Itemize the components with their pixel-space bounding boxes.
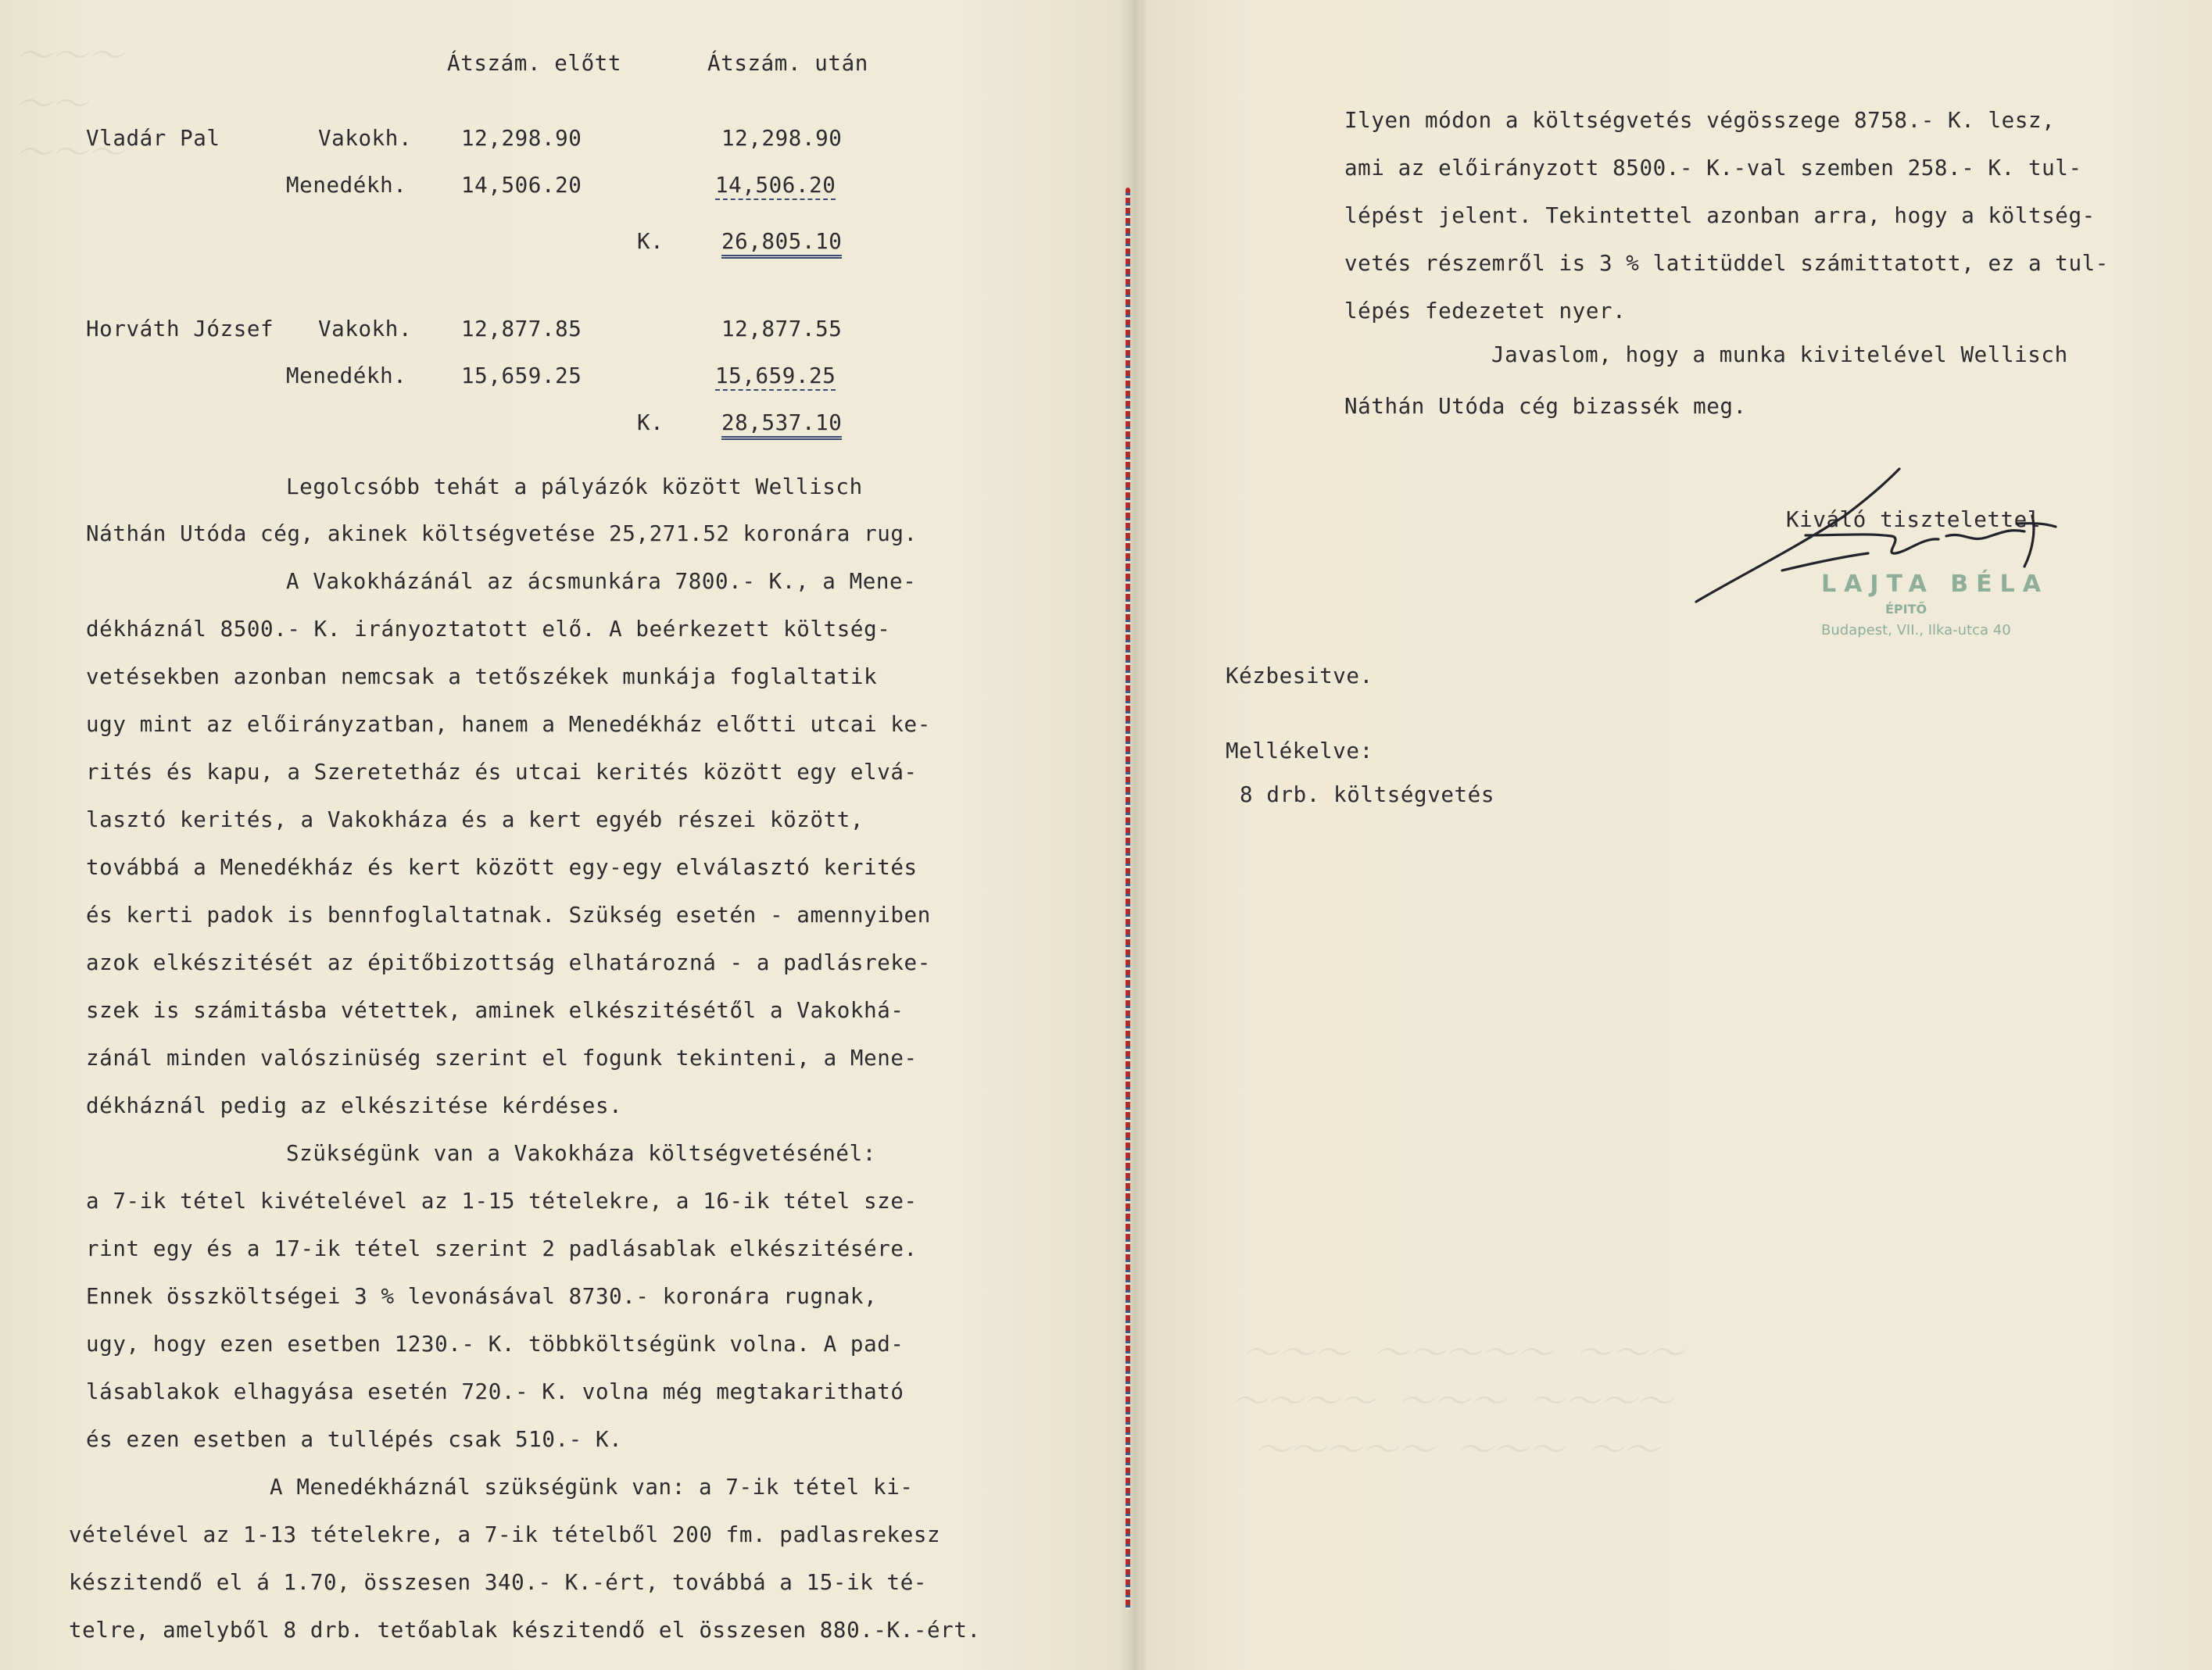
body-line: Náthán Utóda cég, akinek költségvetése 25,271.52 koronára rug. (86, 521, 918, 546)
stamp-title: ÉPITŐ (1885, 602, 1927, 617)
page-fold (1119, 0, 1147, 1670)
body-line: Javaslom, hogy a munka kivitelével Wellisch (1491, 342, 2068, 367)
body-line: Szükségünk van a Vakokháza költségvetésénél: (286, 1141, 876, 1166)
body-line: Náthán Utóda cég bizassék meg. (1344, 394, 1747, 419)
value-after: 12,877.55 (721, 316, 843, 342)
bidder-name: Horváth József (86, 316, 274, 342)
header-after: Átszám. után (707, 51, 868, 76)
body-line: szek is számitásba vétettek, aminek elkészitésétől a Vakokhá- (86, 998, 904, 1023)
body-line: rint egy és a 17-ik tétel szerint 2 padlásablak elkészitésére. (86, 1236, 918, 1261)
value-before: 12,877.85 (461, 316, 582, 342)
stamp-address: Budapest, VII., Ilka-utca 40 (1821, 622, 2011, 638)
bleed-through-left: ～～～ ～～ ～～～ (16, 34, 123, 173)
row-label: Vakokh. (318, 126, 413, 151)
body-line: a 7-ik tétel kivételével az 1-15 tételekre, a 16-ik tétel sze- (86, 1189, 918, 1214)
total-prefix: K. (637, 229, 664, 254)
body-line: ugy mint az előirányzatban, hanem a Menedékház előtti utcai ke- (86, 712, 931, 737)
body-line: Ilyen módon a költségvetés végösszege 8758.- K. lesz, (1344, 108, 2056, 133)
body-line: lásablakok elhagyása esetén 720.- K. volna még megtakaritható (86, 1379, 904, 1404)
bleed-through: ～～～ ～～～～～ ～～～ ～～～～ ～～～ ～～～～ ～～～～～ ～～～ ～～ (1230, 1332, 1684, 1471)
delivered-note: Kézbesitve. (1226, 663, 1373, 688)
body-line: azok elkészitését az épitőbizottság elhatározná - a padlásreke- (86, 950, 931, 975)
body-line: A Vakokházánál az ácsmunkára 7800.- K., a Mene- (286, 569, 917, 594)
binding-thread (1126, 188, 1130, 1610)
body-line: Legolcsóbb tehát a pályázók között Wellisch (286, 474, 863, 499)
header-before: Átszám. előtt (447, 51, 622, 76)
attached-item: 8 drb. költségvetés (1240, 782, 1494, 807)
row-label: Vakokh. (318, 316, 413, 342)
value-before: 12,298.90 (461, 126, 582, 151)
body-line: és ezen esetben a tullépés csak 510.- K. (86, 1427, 623, 1452)
total-value: 28,537.10 (721, 409, 842, 440)
value-after: 14,506.20 (715, 172, 836, 200)
value-after: 12,298.90 (721, 126, 843, 151)
body-line: vetés részemről is 3 % latitüddel számittatott, ez a tul- (1344, 251, 2109, 276)
body-line: lasztó kerités, a Vakokháza és a kert egyéb részei között, (86, 807, 864, 832)
body-line: ami az előirányzott 8500.- K.-val szemben 258.- K. tul- (1344, 156, 2082, 181)
row-label: Menedékh. (286, 363, 407, 388)
body-line: lépés fedezetet nyer. (1344, 299, 1627, 324)
value-before: 14,506.20 (461, 173, 582, 198)
body-line: dékháznál 8500.- K. irányoztatott elő. A beérkezett költség- (86, 617, 891, 642)
body-line: lépést jelent. Tekintettel azonban arra, hogy a költség- (1344, 203, 2096, 228)
closing: Kiváló tisztelettel (1786, 507, 2041, 532)
body-line: zánál minden valószinüség szerint el fogunk tekinteni, a Mene- (86, 1046, 918, 1071)
body-line: A Menedékháznál szükségünk van: a 7-ik tétel ki- (270, 1475, 914, 1500)
value-after: 15,659.25 (715, 363, 836, 391)
body-line: Ennek összköltségei 3 % levonásával 8730.- koronára rugnak, (86, 1284, 878, 1309)
body-line: vetésekben azonban nemcsak a tetőszékek munkája foglaltatik (86, 664, 878, 689)
value-before: 15,659.25 (461, 363, 582, 388)
stamp-name: LAJTA BÉLA (1821, 570, 2049, 598)
body-line: dékháznál pedig az elkészitése kérdéses. (86, 1093, 623, 1118)
bidder-name: Vladár Pal (86, 126, 220, 151)
body-line: és kerti padok is bennfoglaltatnak. Szükség esetén - amennyiben (86, 903, 931, 928)
body-line: továbbá a Menedékház és kert között egy-egy elválasztó kerités (86, 855, 918, 880)
row-label: Menedékh. (286, 173, 407, 198)
body-line: rités és kapu, a Szeretetház és utcai kerités között egy elvá- (86, 760, 918, 785)
attached-label: Mellékelve: (1226, 738, 1373, 763)
total-prefix: K. (637, 410, 664, 435)
body-line: ugy, hogy ezen esetben 1230.- K. többköltségünk volna. A pad- (86, 1332, 904, 1357)
total-value: 26,805.10 (721, 228, 842, 259)
body-line: készitendő el á 1.70, összesen 340.- K.-ért, továbbá a 15-ik té- (69, 1570, 928, 1595)
body-line: vételével az 1-13 tételekre, a 7-ik tételből 200 fm. padlasrekesz (69, 1522, 941, 1547)
body-line: telre, amelyből 8 drb. tetőablak készitendő el összesen 880.-K.-ért. (69, 1618, 981, 1643)
